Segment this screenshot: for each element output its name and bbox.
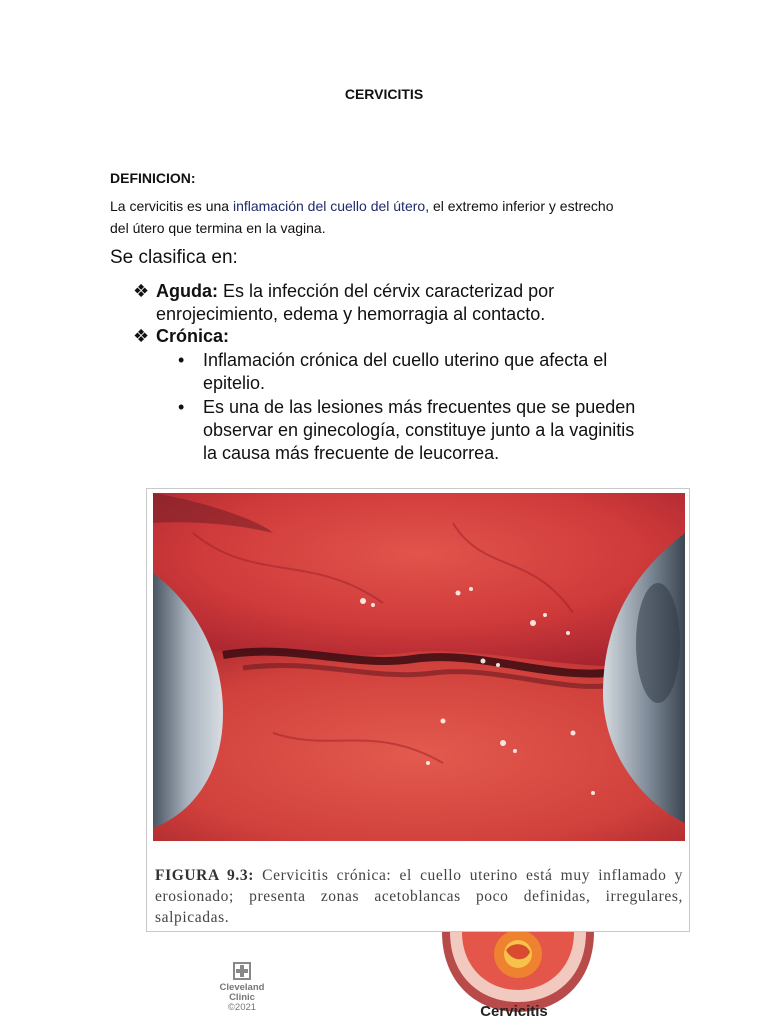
page-title: CERVICITIS (344, 86, 424, 102)
clinic-cross-icon (233, 962, 251, 980)
diamond-bullet-icon: ❖ (133, 281, 150, 301)
inset-label: Cervicitis (480, 1003, 548, 1020)
clinic-copyright: ©2021 (227, 1002, 257, 1013)
type-item-cronica (133, 325, 633, 348)
chronic-point-text: Inflamación crónica del cuello uterino que afecta el epitelio. (203, 350, 608, 393)
definition-paragraph (110, 195, 630, 239)
definition-link[interactable]: inflamación del cuello del útero (232, 198, 426, 214)
caption-label: FIGURA 9.3: (155, 867, 254, 884)
clinic-name-line1: Cleveland (219, 982, 265, 993)
clinic-name-line2: Clinic (229, 992, 255, 1003)
figure-caption (155, 865, 683, 928)
type-text: Es la infección del cérvix caracterizad por enrojecimiento, edema y hemorragia al contacto. (156, 281, 555, 324)
cervix-photo (153, 493, 685, 841)
definition-period: . (321, 220, 326, 236)
type-label: Aguda: (156, 281, 218, 301)
definition-heading: DEFINICION: (110, 170, 196, 186)
definition-text-start: La cervicitis es una (110, 198, 233, 214)
classification-heading: Se clasifica en: (110, 247, 238, 268)
round-bullet-icon: • (178, 350, 185, 370)
chronic-point (178, 349, 648, 395)
definition-text-end: , el extremo inferior y estrecho del útero que termina en la vagina (110, 198, 614, 236)
figure-panel (146, 488, 690, 932)
round-bullet-icon: • (178, 397, 185, 417)
caption-text: Cervicitis crónica: el cuello uterino está muy inflamado y erosionado; presenta zonas acetoblancas poco definidas, irregulares, salpicadas. (155, 867, 683, 926)
type-item-aguda (133, 280, 633, 326)
chronic-point (178, 396, 648, 465)
type-label: Crónica: (156, 326, 230, 346)
chronic-point-text: Es una de las lesiones más frecuentes que se pueden observar en ginecología, constituye junto a la vaginitis la causa más frecuente de leucorrea. (203, 397, 636, 463)
diamond-bullet-icon: ❖ (133, 326, 150, 346)
clinic-logo (212, 962, 272, 1013)
